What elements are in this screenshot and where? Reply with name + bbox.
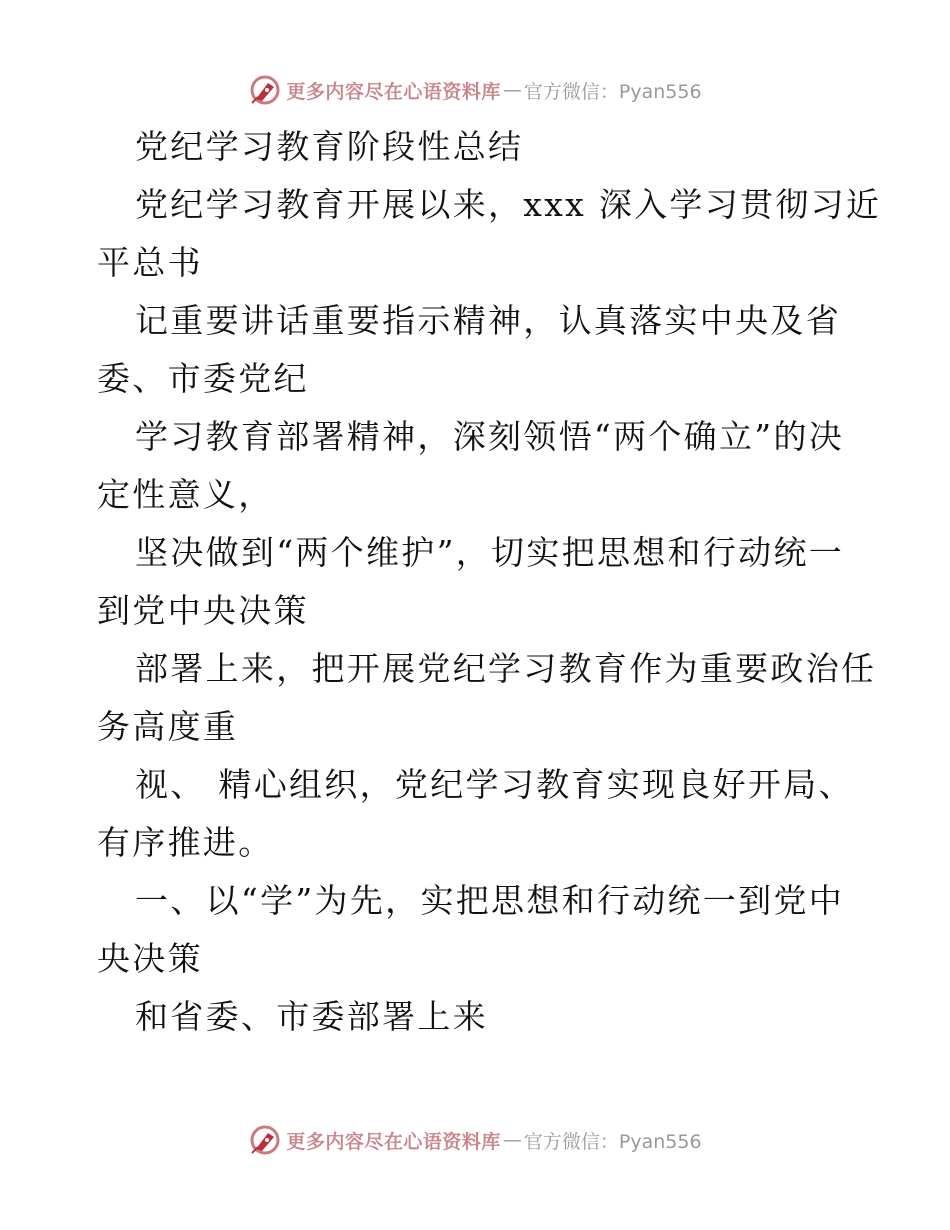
- document-body: [97, 118, 882, 1046]
- text-line: 党纪学习教育开展以来，xxx 深入学习贯彻习近: [135, 185, 882, 224]
- text-line: 记重要讲话重要指示精神，认真落实中央及省: [135, 301, 841, 340]
- text-line: 央决策: [97, 939, 203, 978]
- watermark-contact: 官方微信：Pyan556: [523, 1130, 702, 1153]
- text-line: 学习教育部署精神，深刻领悟“两个确立”的决: [135, 417, 845, 456]
- watermark-text: 更多内容尽在心语资料库: [286, 80, 501, 103]
- watermark-separator: —: [502, 79, 522, 101]
- text-line: 务高度重: [97, 707, 239, 746]
- text-line: 委、市委党纪: [97, 359, 309, 398]
- watermark-text: 更多内容尽在心语资料库: [286, 1130, 501, 1153]
- text-line: 到党中央决策: [97, 591, 309, 630]
- section-heading: 一、以“学”为先，实把思想和行动统一到党中: [135, 881, 845, 920]
- text-line: 和省委、市委部署上来: [135, 997, 488, 1036]
- header-watermark: [0, 70, 950, 110]
- document-title: 党纪学习教育阶段性总结: [135, 127, 524, 166]
- text-line: 部署上来，把开展党纪学习教育作为重要政治任: [135, 649, 877, 688]
- pen-nib-logo-icon: [248, 1123, 282, 1157]
- text-line: 定性意义，: [97, 475, 274, 514]
- text-line: 有序推进。: [97, 823, 274, 862]
- watermark-separator: —: [502, 1129, 522, 1151]
- text-line: 坚决做到“两个维护”，切实把思想和行动统一: [135, 533, 845, 572]
- footer-watermark: [0, 1120, 950, 1160]
- text-line: 视、 精心组织，党纪学习教育实现良好开局、: [135, 765, 854, 804]
- text-line: 平总书: [97, 243, 203, 282]
- watermark-contact: 官方微信：Pyan556: [523, 80, 702, 103]
- pen-nib-logo-icon: [248, 73, 282, 107]
